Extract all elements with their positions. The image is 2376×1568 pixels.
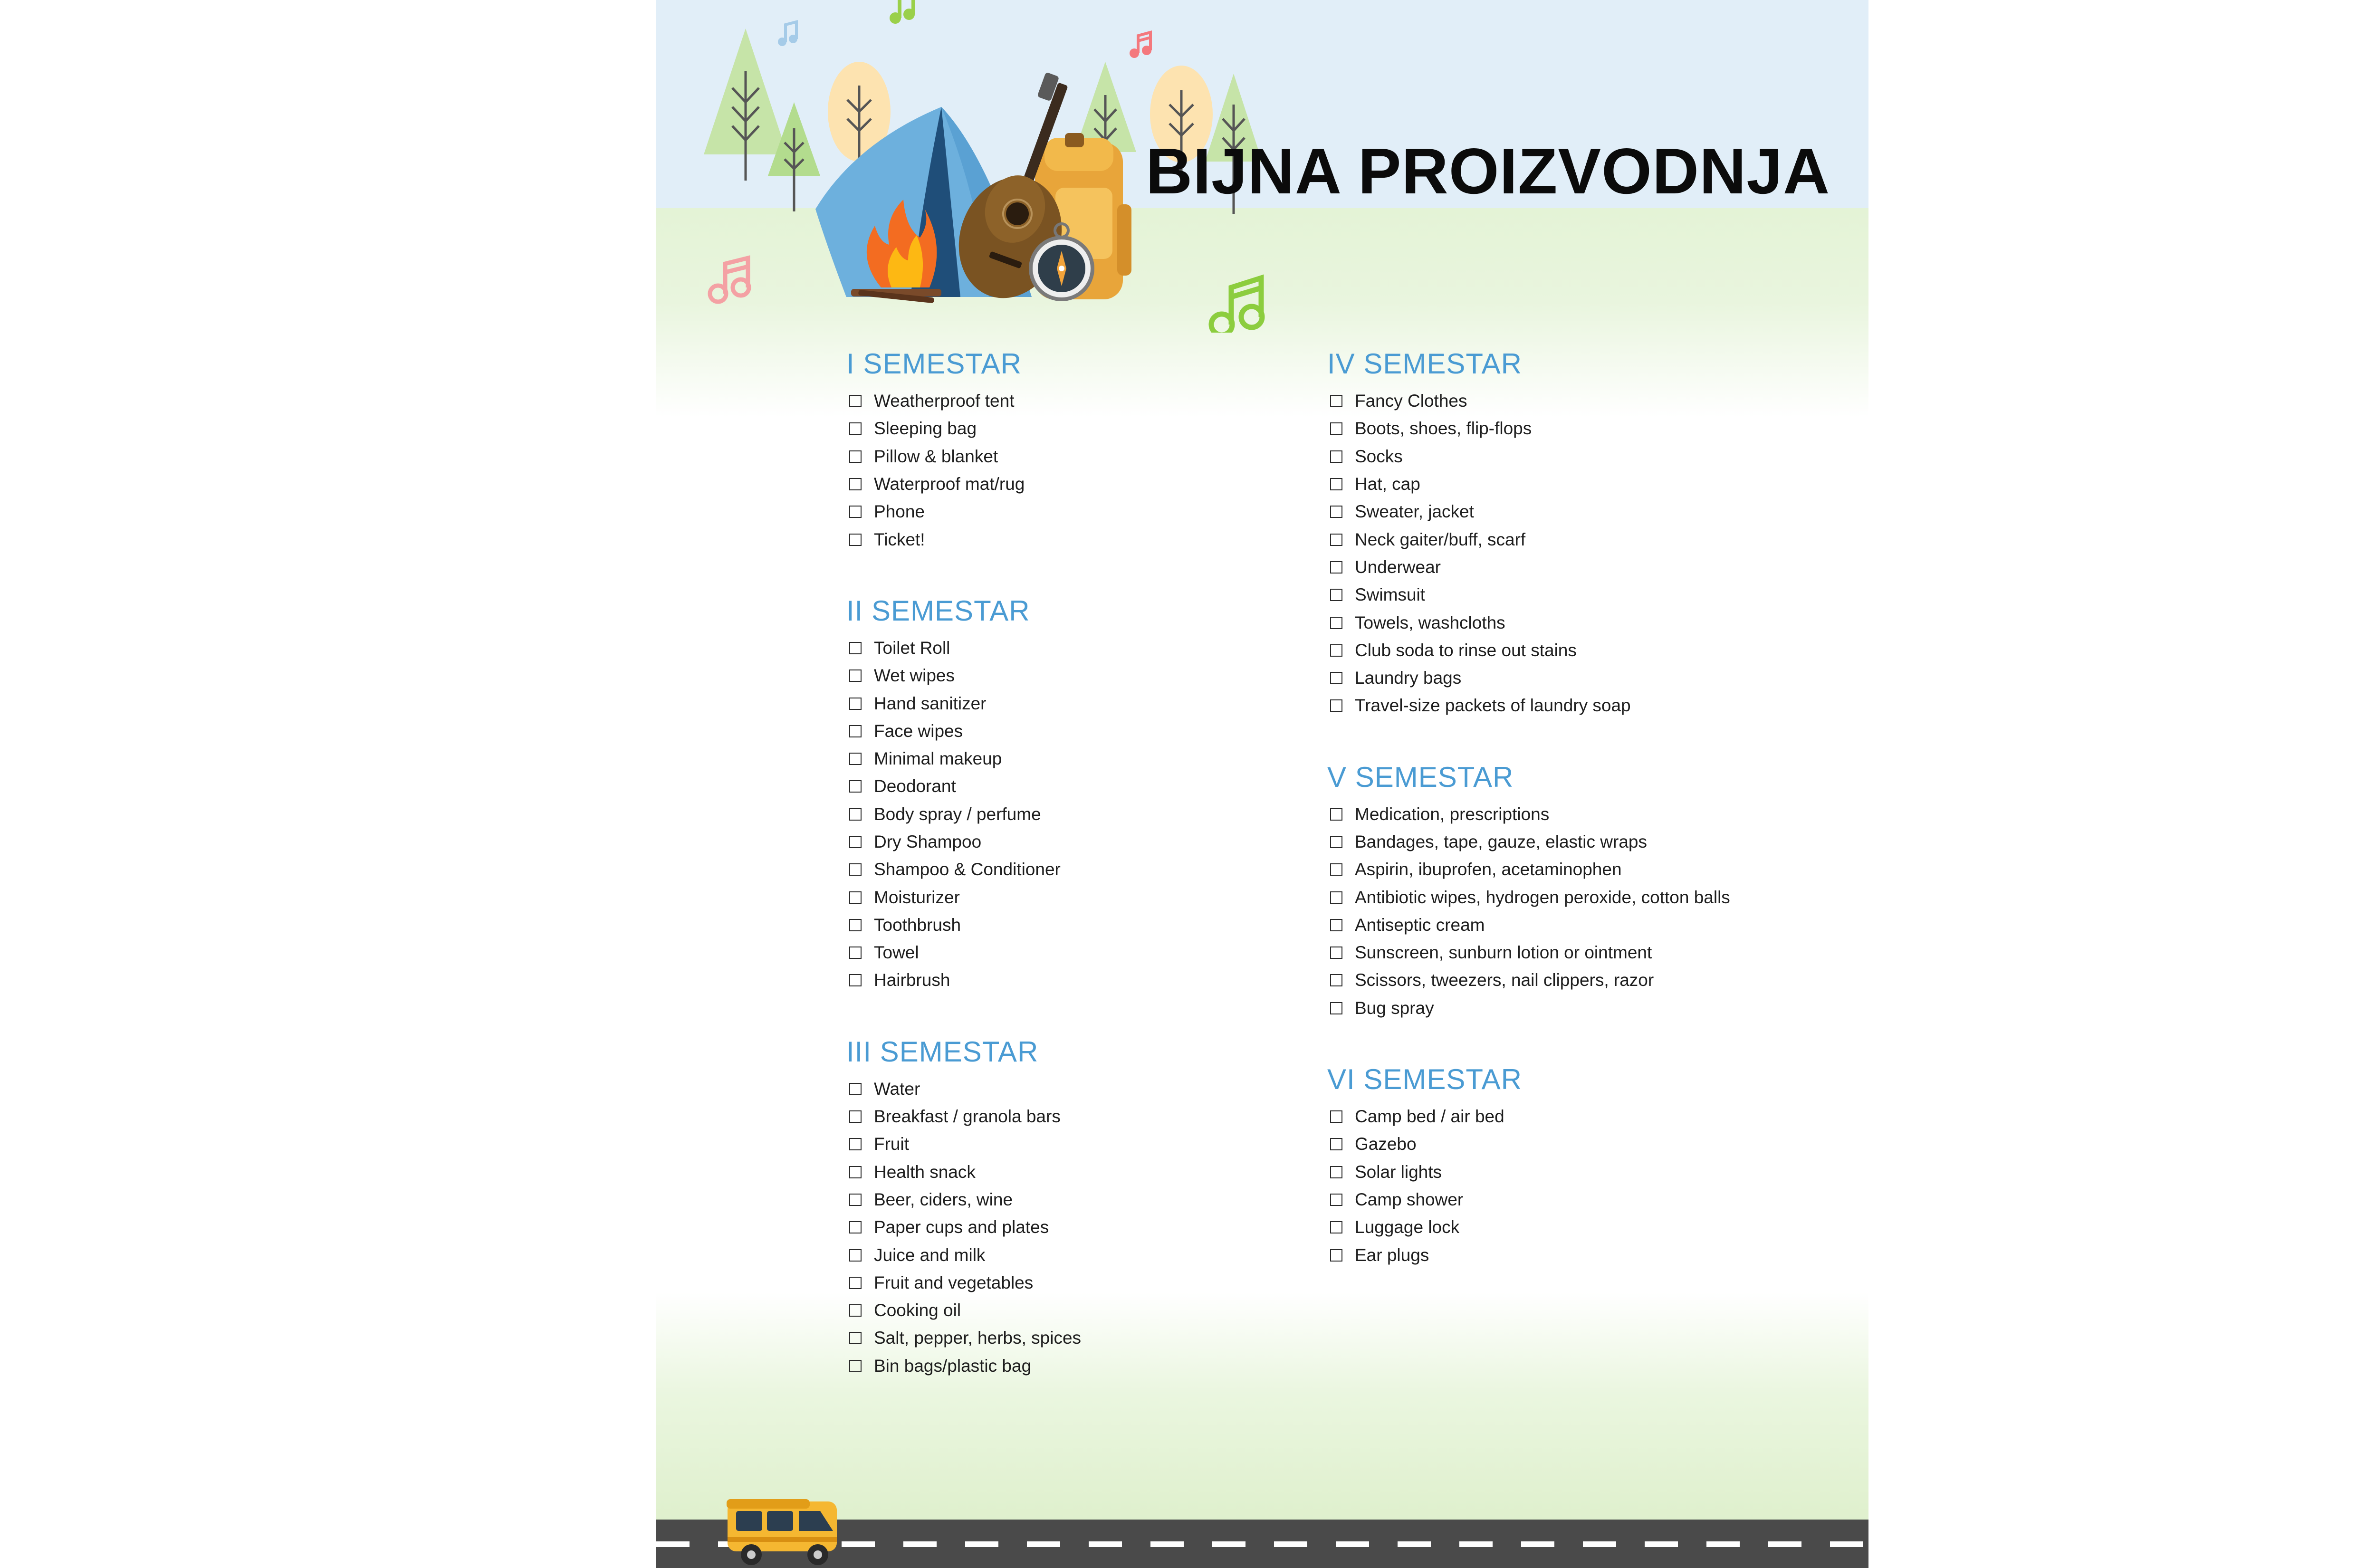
checkbox-icon[interactable] — [1330, 672, 1342, 684]
checklist-item-label: Pillow & blanket — [874, 446, 998, 466]
checkbox-icon[interactable] — [1330, 1249, 1342, 1262]
checkbox-icon[interactable] — [1330, 808, 1342, 821]
checkbox-icon[interactable] — [849, 1166, 862, 1178]
checklist-item-label: Camp shower — [1355, 1189, 1464, 1209]
checkbox-icon[interactable] — [849, 919, 862, 931]
checklist-item[interactable] — [846, 498, 1081, 526]
checkbox-icon[interactable] — [849, 1332, 862, 1344]
checkbox-icon[interactable] — [849, 1249, 862, 1262]
checklist-item[interactable] — [846, 1158, 1081, 1186]
checklist-section — [1327, 344, 1730, 720]
checklist-item[interactable] — [1327, 1186, 1730, 1214]
checkbox-icon[interactable] — [1330, 478, 1342, 490]
checklist-item[interactable] — [846, 828, 1081, 856]
checklist-item[interactable] — [1327, 637, 1730, 664]
checklist-item-label: Hairbrush — [874, 970, 950, 990]
checkbox-icon[interactable] — [849, 947, 862, 959]
checklist-item-label: Travel-size packets of laundry soap — [1355, 696, 1631, 716]
checklist-item[interactable] — [846, 1075, 1081, 1103]
checklist-item-label: Bandages, tape, gauze, elastic wraps — [1355, 832, 1647, 851]
checklist-item-label: Ticket! — [874, 529, 925, 549]
checklist — [846, 634, 1081, 994]
checklist-item-label: Hat, cap — [1355, 474, 1420, 494]
checklist-item-label: Hand sanitizer — [874, 693, 987, 713]
checklist-item[interactable] — [1327, 470, 1730, 498]
checklist — [846, 387, 1081, 554]
checklist-item[interactable] — [1327, 966, 1730, 994]
checklist-item-label: Waterproof mat/rug — [874, 474, 1025, 494]
checklist-item[interactable] — [1327, 1241, 1730, 1269]
checkbox-icon[interactable] — [849, 422, 862, 435]
checklist-item[interactable] — [846, 717, 1081, 745]
checklist-item-label: Salt, pepper, herbs, spices — [874, 1328, 1082, 1348]
checkbox-icon[interactable] — [1330, 1221, 1342, 1233]
checkbox-icon[interactable] — [1330, 561, 1342, 574]
checklist-item[interactable] — [846, 443, 1081, 470]
checklist-item-label: Bug spray — [1355, 998, 1434, 1018]
checkbox-icon[interactable] — [849, 642, 862, 654]
checklist-item-label: Deodorant — [874, 776, 956, 796]
checkbox-icon[interactable] — [849, 395, 862, 407]
checklist-item-label: Luggage lock — [1355, 1217, 1460, 1237]
section-title: I SEMESTAR — [846, 348, 1022, 380]
page-title: BIJNA PROIZVODNJA — [1146, 135, 1830, 207]
checkbox-icon[interactable] — [849, 808, 862, 821]
checklist-item-label: Fancy Clothes — [1355, 391, 1467, 411]
checkbox-icon[interactable] — [849, 780, 862, 793]
checklist-column-left — [846, 344, 1081, 1418]
checkbox-icon[interactable] — [849, 836, 862, 848]
checklist — [846, 1075, 1081, 1380]
checklist-item-label: Toilet Roll — [874, 638, 950, 658]
checkbox-icon[interactable] — [849, 1138, 862, 1150]
checklist-item-label: Fruit — [874, 1134, 909, 1154]
checkbox-icon[interactable] — [1330, 1194, 1342, 1206]
checklist-item-label: Sunscreen, sunburn lotion or ointment — [1355, 943, 1652, 963]
checkbox-icon[interactable] — [1330, 1138, 1342, 1150]
checkbox-icon[interactable] — [849, 974, 862, 986]
checklist — [1327, 387, 1730, 720]
checklist-item[interactable] — [846, 939, 1081, 966]
checkbox-icon[interactable] — [1330, 1002, 1342, 1014]
checklist-item[interactable] — [846, 745, 1081, 773]
checkbox-icon[interactable] — [1330, 506, 1342, 518]
checklist-item[interactable] — [846, 966, 1081, 994]
checklist-item[interactable] — [1327, 994, 1730, 1022]
checkbox-icon[interactable] — [1330, 534, 1342, 546]
checklist-item-label: Scissors, tweezers, nail clippers, razor — [1355, 970, 1654, 990]
section-title: IV SEMESTAR — [1327, 348, 1522, 380]
checklist-item-label: Phone — [874, 502, 925, 522]
checklist-item[interactable] — [846, 883, 1081, 911]
checkbox-icon[interactable] — [849, 1304, 862, 1317]
checklist-item-label: Swimsuit — [1355, 585, 1426, 605]
checklist-item[interactable] — [1327, 443, 1730, 470]
checklist-item[interactable] — [846, 1103, 1081, 1130]
checkbox-icon[interactable] — [849, 891, 862, 904]
checkbox-icon[interactable] — [1330, 644, 1342, 657]
checklist-item-label: Paper cups and plates — [874, 1217, 1049, 1237]
checklist-item[interactable] — [846, 856, 1081, 883]
section-title: II SEMESTAR — [846, 594, 1030, 627]
checklist-item[interactable] — [1327, 1158, 1730, 1186]
checklist-item[interactable] — [1327, 526, 1730, 553]
checkbox-icon[interactable] — [849, 669, 862, 682]
section-title: VI SEMESTAR — [1327, 1063, 1522, 1095]
checklist-item-label: Face wipes — [874, 721, 963, 741]
checklist-item[interactable] — [846, 1214, 1081, 1241]
checklist-item[interactable] — [846, 1130, 1081, 1158]
checklist-item[interactable] — [1327, 911, 1730, 939]
checkbox-icon[interactable] — [849, 1221, 862, 1233]
checkbox-icon[interactable] — [849, 478, 862, 490]
section-title: V SEMESTAR — [1327, 761, 1514, 793]
checkbox-icon[interactable] — [1330, 1110, 1342, 1123]
checklist-item-label: Club soda to rinse out stains — [1355, 640, 1577, 660]
checklist-item[interactable] — [1327, 692, 1730, 719]
section-title: III SEMESTAR — [846, 1035, 1039, 1068]
checklist-item[interactable] — [846, 526, 1081, 553]
checkbox-icon[interactable] — [849, 1194, 862, 1206]
checklist-item[interactable] — [846, 415, 1081, 442]
checklist-item-label: Health snack — [874, 1162, 976, 1182]
checkbox-icon[interactable] — [849, 1083, 862, 1095]
checklist-item-label: Underwear — [1355, 557, 1441, 577]
checklist-item-label: Towel — [874, 943, 919, 963]
checklist-item[interactable] — [846, 1352, 1081, 1380]
checkbox-icon[interactable] — [1330, 1166, 1342, 1178]
checkbox-icon[interactable] — [849, 506, 862, 518]
checkbox-icon[interactable] — [849, 725, 862, 737]
checkbox-icon[interactable] — [1330, 947, 1342, 959]
checklist-item-label: Solar lights — [1355, 1162, 1442, 1182]
checklist-item-label: Antibiotic wipes, hydrogen peroxide, cotton balls — [1355, 887, 1730, 907]
checklist-item[interactable] — [1327, 1103, 1730, 1130]
checklist-item-label: Water — [874, 1079, 920, 1099]
checklist-item-label: Gazebo — [1355, 1134, 1417, 1154]
checkbox-icon[interactable] — [849, 1360, 862, 1372]
checklist-item[interactable] — [846, 773, 1081, 800]
checklist-item-label: Camp bed / air bed — [1355, 1107, 1504, 1127]
checklist-item-label: Sleeping bag — [874, 419, 977, 439]
checklist-item[interactable] — [846, 1186, 1081, 1214]
checklist-item[interactable] — [1327, 498, 1730, 526]
checklist-item[interactable] — [1327, 554, 1730, 581]
checklist-item[interactable] — [1327, 856, 1730, 883]
checkbox-icon[interactable] — [849, 753, 862, 765]
checklist-item-label: Shampoo & Conditioner — [874, 860, 1061, 880]
checklist-item-label: Neck gaiter/buff, scarf — [1355, 529, 1526, 549]
checklist-item-label: Aspirin, ibuprofen, acetaminophen — [1355, 860, 1622, 880]
checklist-item-label: Socks — [1355, 446, 1403, 466]
checkbox-icon[interactable] — [1330, 919, 1342, 931]
checklist-column-right — [1327, 344, 1730, 1307]
checkbox-icon[interactable] — [849, 698, 862, 710]
checkbox-icon[interactable] — [849, 863, 862, 876]
checklist-item-label: Minimal makeup — [874, 749, 1002, 769]
checkbox-icon[interactable] — [849, 1277, 862, 1289]
checkbox-icon[interactable] — [1330, 863, 1342, 876]
checklist-item-label: Laundry bags — [1355, 668, 1462, 688]
checklist-section — [846, 344, 1081, 554]
checkbox-icon[interactable] — [1330, 395, 1342, 407]
checklist-item-label: Sweater, jacket — [1355, 502, 1474, 522]
checklist-item-label: Juice and milk — [874, 1245, 986, 1265]
checklist-item[interactable] — [846, 1269, 1081, 1297]
checkbox-icon[interactable] — [1330, 450, 1342, 463]
checklist-item-label: Ear plugs — [1355, 1245, 1429, 1265]
checkbox-icon[interactable] — [1330, 974, 1342, 986]
checklist-item-label: Antiseptic cream — [1355, 915, 1485, 935]
checklist-item-label: Weatherproof tent — [874, 391, 1015, 411]
checklist-item-label: Towels, washcloths — [1355, 612, 1505, 632]
checklist-item-label: Wet wipes — [874, 666, 955, 686]
checklist-item-label: Moisturizer — [874, 887, 960, 907]
checklist-item[interactable] — [1327, 801, 1730, 828]
checklist-item-label: Boots, shoes, flip-flops — [1355, 419, 1532, 439]
checklist-item[interactable] — [846, 1297, 1081, 1324]
checkbox-icon[interactable] — [1330, 617, 1342, 629]
checklist-item[interactable] — [846, 387, 1081, 415]
checklist-item-label: Medication, prescriptions — [1355, 804, 1550, 824]
checklist-item[interactable] — [846, 1324, 1081, 1352]
checklist-item[interactable] — [1327, 664, 1730, 692]
checklist-section — [1327, 758, 1730, 1022]
checklist-item[interactable] — [1327, 939, 1730, 966]
checkbox-icon[interactable] — [849, 534, 862, 546]
checklist-item[interactable] — [1327, 828, 1730, 856]
checkbox-icon[interactable] — [1330, 891, 1342, 904]
checklist-item[interactable] — [1327, 883, 1730, 911]
checklist-item-label: Toothbrush — [874, 915, 961, 935]
checklist-item[interactable] — [846, 911, 1081, 939]
checklist-item-label: Body spray / perfume — [874, 804, 1041, 824]
checkbox-icon[interactable] — [1330, 589, 1342, 601]
checklist-item-label: Cooking oil — [874, 1300, 961, 1320]
checklist-item[interactable] — [846, 1241, 1081, 1269]
checklist-item[interactable] — [846, 689, 1081, 717]
checklist-item[interactable] — [846, 662, 1081, 689]
checklist-item[interactable] — [1327, 387, 1730, 415]
checkbox-icon[interactable] — [1330, 422, 1342, 435]
checklist-item[interactable] — [1327, 1130, 1730, 1158]
checklist-item-label: Beer, ciders, wine — [874, 1189, 1013, 1209]
checkbox-icon[interactable] — [849, 450, 862, 463]
checklist-section — [846, 1033, 1081, 1380]
checkbox-icon[interactable] — [1330, 699, 1342, 712]
checklist-item[interactable] — [1327, 1214, 1730, 1241]
checklist-item[interactable] — [846, 801, 1081, 828]
checklist-section — [1327, 1060, 1730, 1269]
checkbox-icon[interactable] — [849, 1110, 862, 1123]
checklist-item-label: Fruit and vegetables — [874, 1272, 1034, 1292]
checklist-item-label: Dry Shampoo — [874, 832, 982, 851]
checklist-item-label: Bin bags/plastic bag — [874, 1356, 1032, 1376]
checklist-item[interactable] — [846, 470, 1081, 498]
checklist-page — [656, 0, 1868, 1568]
checklist-section — [846, 592, 1081, 994]
checklist — [1327, 801, 1730, 1022]
checklist-item[interactable] — [1327, 415, 1730, 442]
checklist-item[interactable] — [1327, 609, 1730, 636]
checklist-item-label: Breakfast / granola bars — [874, 1107, 1061, 1127]
checklist — [1327, 1103, 1730, 1269]
checklist-item[interactable] — [846, 634, 1081, 662]
checkbox-icon[interactable] — [1330, 836, 1342, 848]
checklist-item[interactable] — [1327, 581, 1730, 609]
